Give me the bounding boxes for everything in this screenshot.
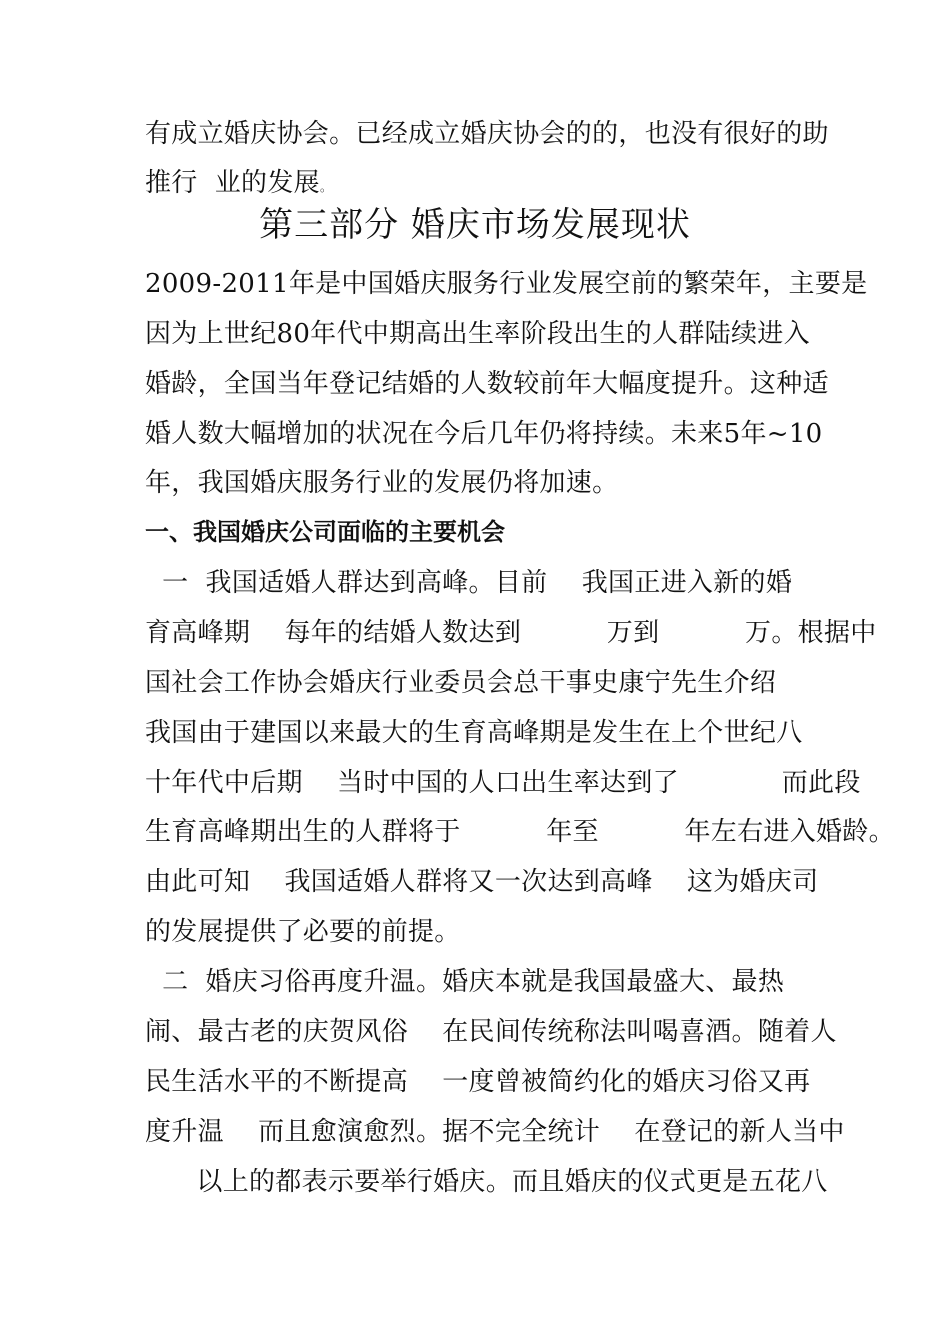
subheading-opportunities: 一、我国婚庆公司面临的主要机会	[145, 518, 505, 546]
point2-line-2: 闹、最古老的庆贺风俗 在民间传统称法叫喝喜酒。随着人	[145, 1017, 837, 1047]
overview-line-3: 婚龄，全国当年登记结婚的人数较前年大幅度提升。这种适	[145, 369, 829, 399]
point1-line-6: 生育高峰期出生的人群将于 年至 年左右进入婚龄。	[145, 817, 895, 847]
point2-line-4: 度升温 而且愈演愈烈。据不完全统计 在登记的新人当中	[145, 1117, 845, 1147]
point1-line-4: 我国由于建国以来最大的生育高峰期是发生在上个世纪八	[145, 718, 803, 748]
point1-line-8: 的发展提供了必要的前提。	[145, 917, 461, 947]
overview-line-1: 2009-2011年是中国婚庆服务行业发展空前的繁荣年，主要是	[145, 269, 868, 299]
intro-line-2	[145, 167, 815, 199]
overview-line-2: 因为上世纪80年代中期高出生率阶段出生的人群陆续进入	[145, 319, 810, 349]
point1-line-7: 由此可知 我国适婚人群将又一次达到高峰 这为婚庆司	[145, 867, 819, 897]
point1-line-1: 一 我国适婚人群达到高峰。目前 我国正进入新的婚	[145, 568, 793, 598]
intro-line-1: 有成立婚庆协会。已经成立婚庆协会的的，也没有很好的助	[145, 119, 829, 149]
point2-line-1: 二 婚庆习俗再度升温。婚庆本就是我国最盛大、最热	[145, 967, 785, 997]
section-title: 第三部分 婚庆市场发展现状	[259, 205, 691, 245]
overview-line-5: 年，我国婚庆服务行业的发展仍将加速。	[145, 468, 619, 498]
point1-line-3: 国社会工作协会婚庆行业委员会总干事史康宁先生介绍	[145, 668, 777, 698]
point2-line-5: 以上的都表示要举行婚庆。而且婚庆的仪式更是五花八	[145, 1167, 828, 1197]
point1-line-2: 育高峰期 每年的结婚人数达到 万到 万。根据中	[145, 618, 877, 648]
intro-line-2-text: 推行 业的发展	[145, 168, 320, 198]
point2-line-3: 民生活水平的不断提高 一度曾被简约化的婚庆习俗又再	[145, 1067, 811, 1097]
overview-line-4: 婚人数大幅增加的状况在今后几年仍将持续。未来5年~10	[145, 419, 823, 449]
point1-line-5: 十年代中后期 当时中国的人口出生率达到了 而此段	[145, 768, 861, 798]
intro-end-mark: 。	[319, 180, 333, 194]
